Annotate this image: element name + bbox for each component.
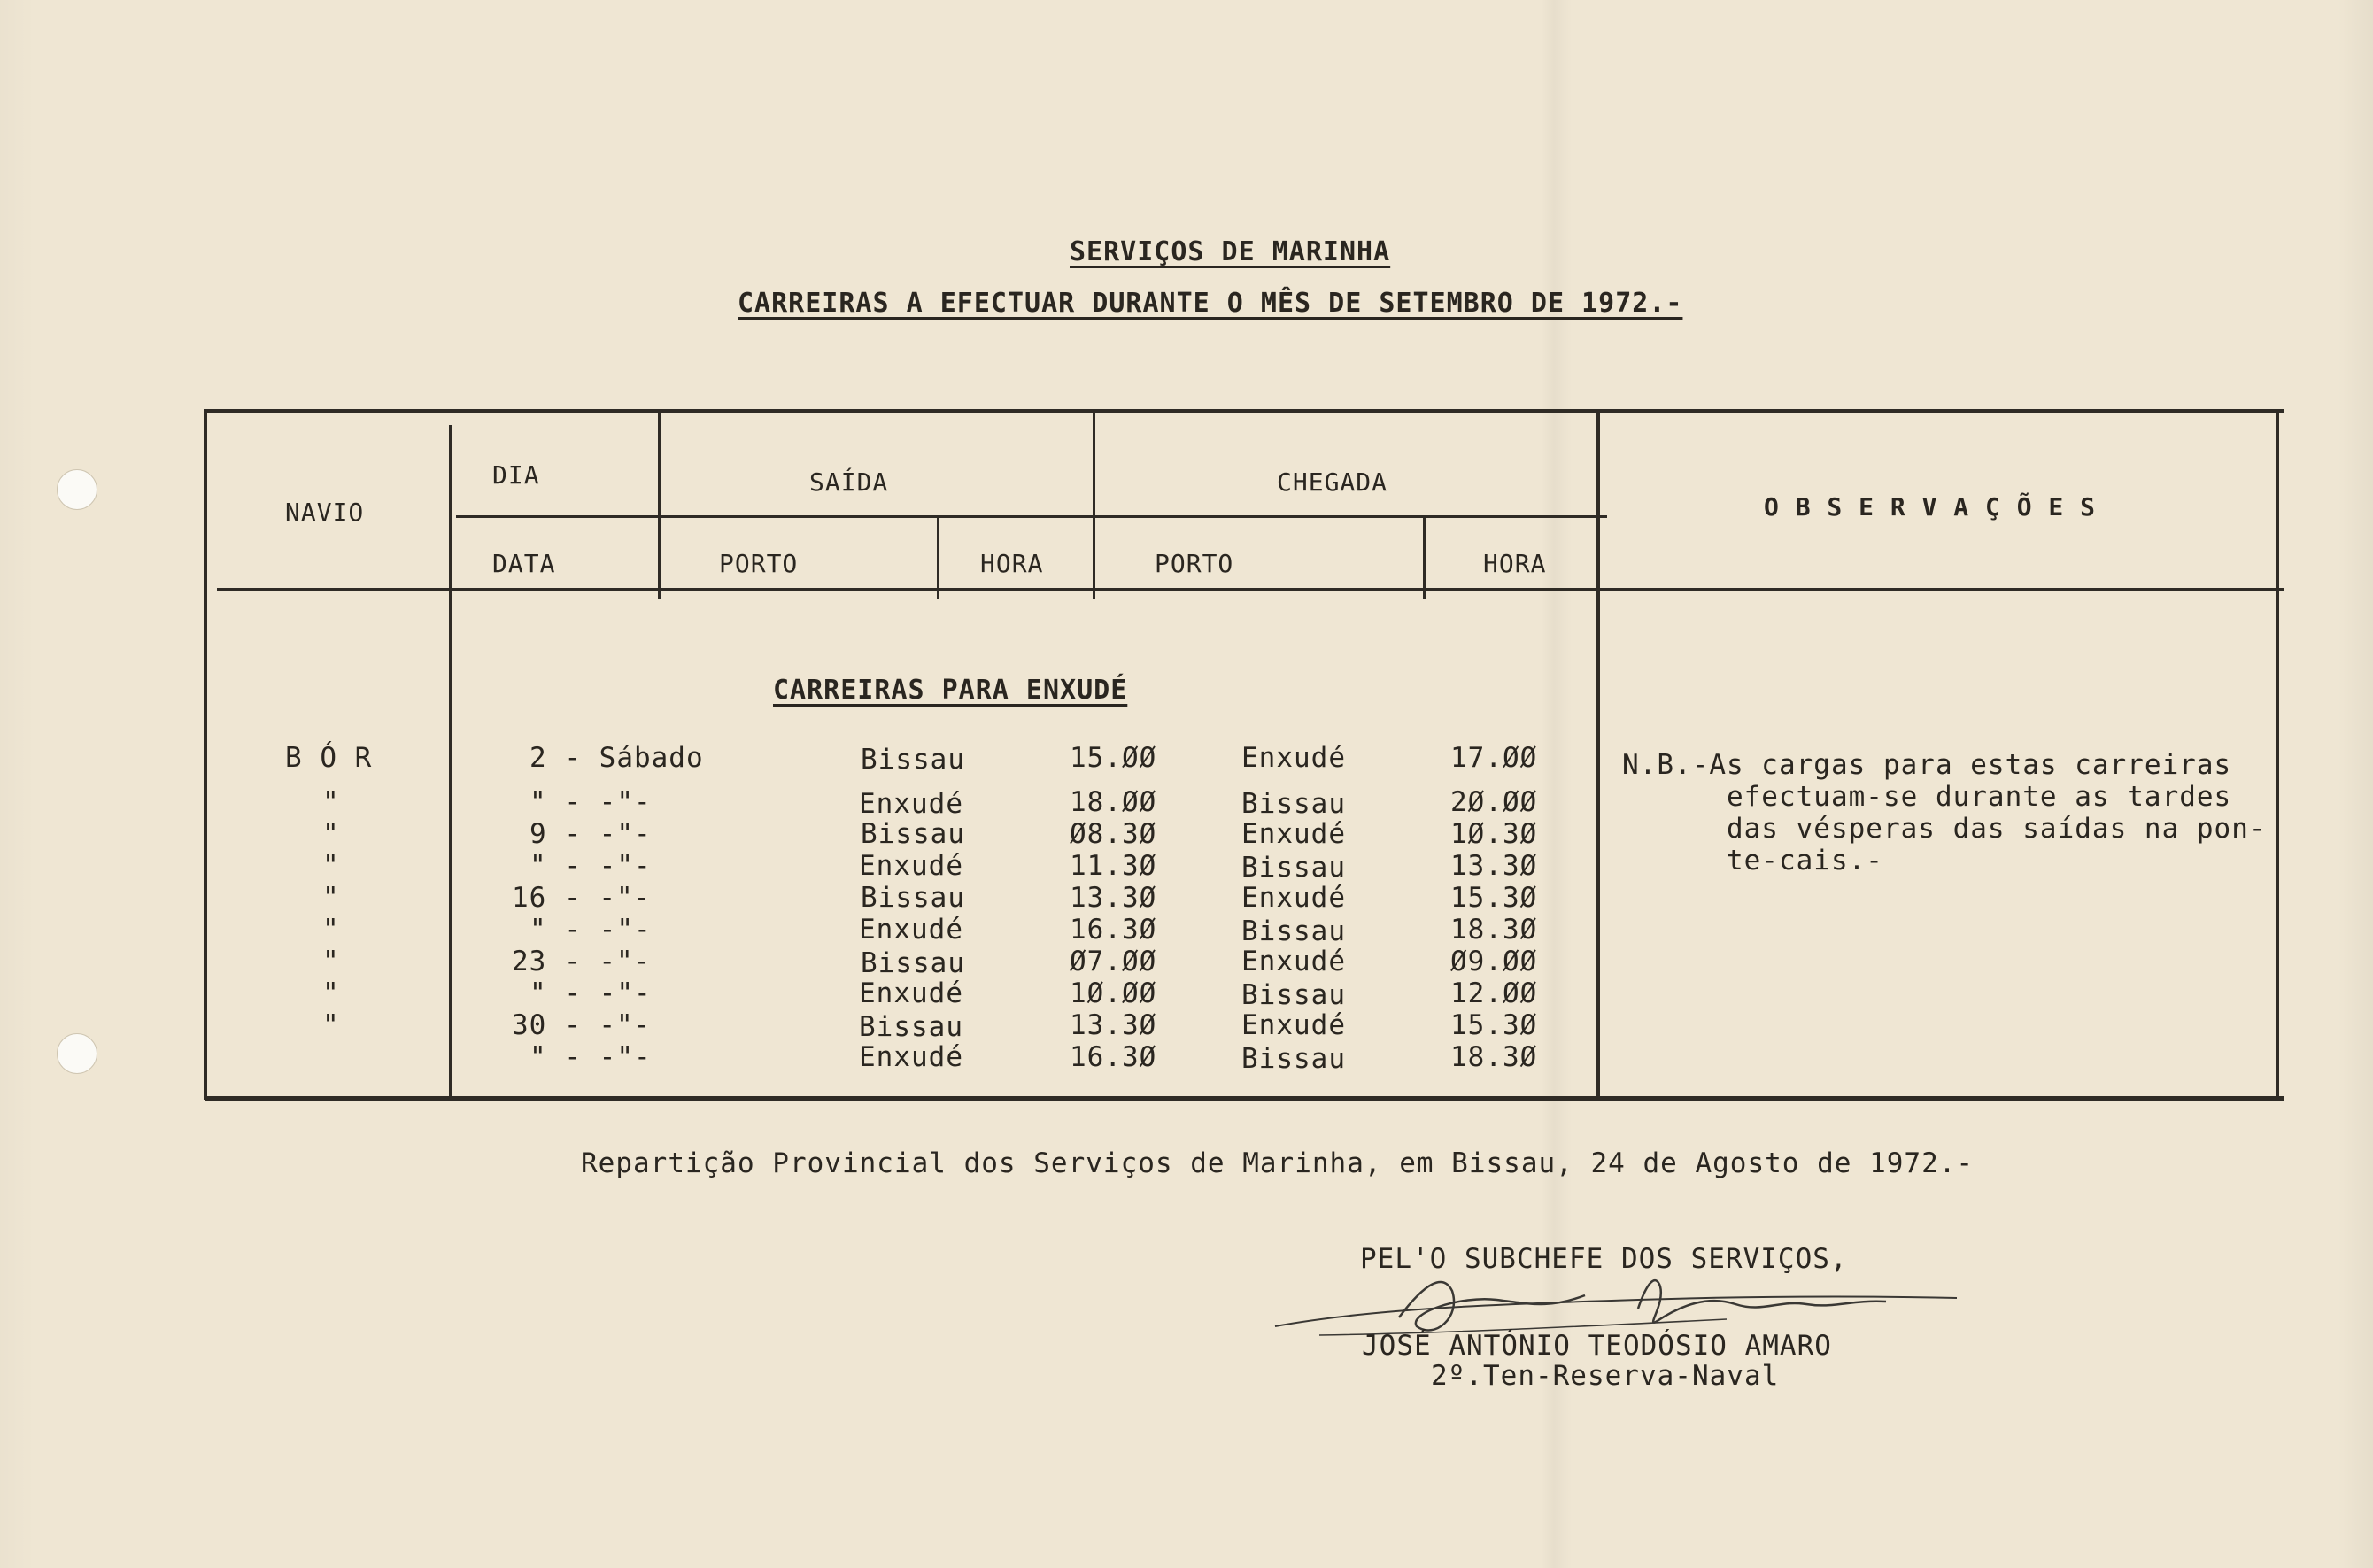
signatory-title: PEL'O SUBCHEFE DOS SERVIÇOS, [1360,1243,1848,1275]
header-hora-saida: HORA [980,549,1044,578]
cell-hora-saida: 11.3Ø [1070,850,1157,882]
cell-hora-saida: 1Ø.ØØ [1070,977,1157,1009]
cell-navio: " [322,914,340,946]
document-title: SERVIÇOS DE MARINHA [1070,236,1391,267]
header-dia: DIA [492,460,540,490]
header-navio: NAVIO [285,498,365,527]
cell-porto-chegada: Bissau [1241,788,1346,820]
punch-hole-bottom [57,1033,97,1074]
cell-hora-saida: 13.3Ø [1070,1009,1157,1041]
cell-navio: " [322,1009,340,1041]
note-line: N.B.-As cargas para estas carreiras [1622,749,2232,781]
signatory-rank: 2º.Ten-Reserva-Naval [1431,1360,1780,1392]
cell-porto-saida: Bissau [861,818,965,850]
cell-hora-saida: 16.3Ø [1070,914,1157,946]
cell-porto-chegada: Enxudé [1241,818,1346,850]
cell-data: " - -"- [529,914,652,946]
cell-navio: " [322,818,340,850]
cell-navio: " [322,786,340,818]
cell-data: " - -"- [529,1041,652,1073]
cell-data: " - -"- [529,786,652,818]
header-data: DATA [492,549,556,578]
cell-porto-saida: Bissau [861,744,965,776]
cell-hora-saida: 15.ØØ [1070,742,1157,774]
note-line: das vésperas das saídas na pon- [1622,813,2267,845]
header-observacoes: O B S E R V A Ç Õ E S [1764,492,2097,521]
cell-hora-chegada: 12.ØØ [1450,977,1538,1009]
cell-porto-chegada: Bissau [1241,979,1346,1011]
cell-navio: " [322,882,340,914]
cell-porto-saida: Bissau [861,947,965,979]
cell-data: 30 - -"- [512,1009,652,1041]
cell-hora-saida: 16.3Ø [1070,1041,1157,1073]
note-line: efectuam-se durante as tardes [1622,781,2232,813]
cell-porto-chegada: Bissau [1241,1043,1346,1075]
header-saida: SAÍDA [809,467,889,497]
cell-porto-saida: Bissau [859,1011,963,1043]
cell-hora-chegada: 18.3Ø [1450,914,1538,946]
cell-porto-chegada: Bissau [1241,852,1346,884]
cell-hora-chegada: 15.3Ø [1450,882,1538,914]
cell-porto-saida: Enxudé [859,914,963,946]
cell-navio: " [322,850,340,882]
cell-data: 23 - -"- [512,946,652,977]
section-title: CARREIRAS PARA ENXUDÉ [773,675,1128,706]
signatory-name: JOSÉ ANTÓNIO TEODÓSIO AMARO [1362,1330,1832,1362]
cell-hora-chegada: 18.3Ø [1450,1041,1538,1073]
cell-hora-saida: 13.3Ø [1070,882,1157,914]
cell-navio: " [322,946,340,977]
punch-hole-top [57,469,97,510]
cell-hora-saida: Ø7.ØØ [1070,946,1157,977]
cell-data: " - -"- [529,977,652,1009]
header-hora-chegada: HORA [1483,549,1547,578]
header-porto-saida: PORTO [719,549,799,578]
cell-porto-saida: Enxudé [859,977,963,1009]
cell-hora-chegada: 15.3Ø [1450,1009,1538,1041]
cell-porto-chegada: Bissau [1241,915,1346,947]
cell-hora-chegada: 1Ø.3Ø [1450,818,1538,850]
cell-navio: B Ó R [285,742,373,774]
cell-hora-chegada: 2Ø.ØØ [1450,786,1538,818]
cell-porto-chegada: Enxudé [1241,1009,1346,1041]
cell-porto-saida: Enxudé [859,788,963,820]
cell-data: 9 - -"- [529,818,652,850]
cell-porto-saida: Enxudé [859,850,963,882]
header-chegada: CHEGADA [1277,467,1388,497]
note-line: te-cais.- [1622,845,1883,877]
place-date-line: Repartição Provincial dos Serviços de Marinha, em Bissau, 24 de Agosto de 1972.- [581,1147,1975,1179]
header-porto-chegada: PORTO [1155,549,1234,578]
cell-hora-chegada: Ø9.ØØ [1450,946,1538,977]
cell-data: 16 - -"- [512,882,652,914]
cell-data: " - -"- [529,850,652,882]
cell-hora-chegada: 13.3Ø [1450,850,1538,882]
cell-porto-saida: Bissau [861,882,965,914]
cell-hora-saida: 18.ØØ [1070,786,1157,818]
cell-navio: " [322,977,340,1009]
cell-porto-chegada: Enxudé [1241,882,1346,914]
cell-data: 2 - Sábado [529,742,704,774]
cell-porto-chegada: Enxudé [1241,946,1346,977]
cell-porto-chegada: Enxudé [1241,742,1346,774]
document-subtitle: CARREIRAS A EFECTUAR DURANTE O MÊS DE SETEMBRO DE 1972.- [738,288,1683,319]
cell-porto-saida: Enxudé [859,1041,963,1073]
cell-hora-saida: Ø8.3Ø [1070,818,1157,850]
cell-hora-chegada: 17.ØØ [1450,742,1538,774]
